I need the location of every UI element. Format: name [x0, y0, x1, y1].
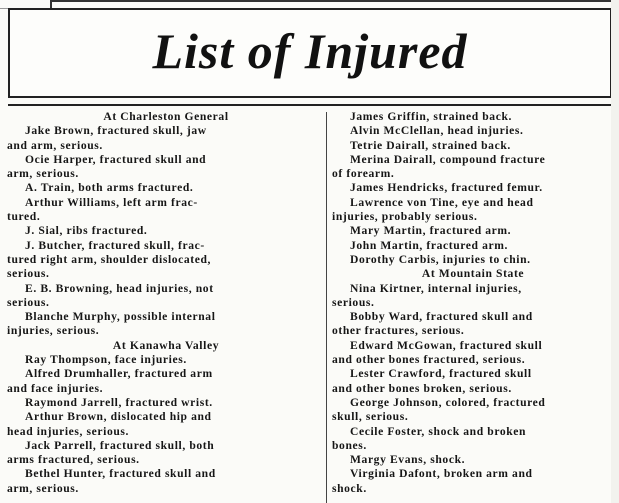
text-line: Ray Thompson, face injuries.	[25, 353, 187, 367]
text-line: Arthur Brown, dislocated hip and	[25, 410, 212, 424]
text-line: and other bones broken, serious.	[332, 381, 512, 395]
text-line: Alfred Drumhaller, fractured arm	[25, 367, 213, 381]
text-line: James Griffin, strained back.	[350, 110, 512, 123]
left-column	[7, 110, 325, 496]
text-line: Nina Kirtner, internal injuries,	[350, 281, 522, 295]
text-line: Edward McGowan, fractured skull	[350, 338, 543, 352]
text-line: and face injuries.	[7, 381, 104, 395]
text-line: Cecile Foster, shock and broken	[350, 424, 527, 438]
text-line: J. Sial, ribs fractured.	[25, 224, 148, 238]
column-divider	[326, 112, 327, 503]
text-line: A. Train, both arms fractured.	[25, 181, 194, 195]
text-line: E. B. Browning, head injuries, not	[25, 281, 214, 295]
right-edge	[611, 0, 619, 503]
text-line: Raymond Jarrell, fractured wrist.	[25, 395, 213, 409]
text-line: Jake Brown, fractured skull, jaw	[25, 124, 207, 138]
section-heading: At Kanawha Valley	[112, 338, 220, 352]
text-line: Tetrie Dairall, strained back.	[350, 138, 511, 152]
page-title: List of Injured	[152, 23, 468, 79]
text-line: skull, serious.	[332, 410, 409, 424]
section-heading: At Mountain State	[421, 267, 525, 281]
text-line: John Martin, fractured arm.	[350, 238, 508, 252]
text-line: serious.	[332, 295, 375, 309]
text-line: arm, serious.	[7, 167, 79, 181]
text-line: serious.	[7, 267, 50, 281]
text-line: J. Butcher, fractured skull, frac-	[25, 238, 205, 252]
text-line: Ocie Harper, fractured skull and	[25, 152, 207, 166]
text-line: of forearm.	[332, 167, 395, 181]
text-line: George Johnson, colored, fractured	[350, 395, 546, 409]
text-line: Bobby Ward, fractured skull and	[350, 310, 533, 324]
text-line: injuries, serious.	[7, 324, 100, 338]
section-heading: At Charleston General	[103, 110, 229, 123]
headline-rule	[8, 104, 612, 106]
right-column	[332, 110, 614, 496]
text-line: Margy Evans, shock.	[350, 453, 466, 467]
text-line: other fractures, serious.	[332, 324, 465, 338]
text-line: shock.	[332, 481, 367, 495]
text-line: Mary Martin, fractured arm.	[350, 224, 512, 238]
text-line: serious.	[7, 295, 50, 309]
text-line: Lawrence von Tine, eye and head	[350, 195, 534, 209]
text-line: and arm, serious.	[7, 138, 103, 152]
text-line: James Hendricks, fractured femur.	[350, 181, 543, 195]
top-rule	[50, 0, 619, 2]
text-line: arm, serious.	[7, 481, 79, 495]
text-line: tured right arm, shoulder dislocated,	[7, 252, 212, 266]
text-line: Lester Crawford, fractured skull	[350, 367, 532, 381]
text-line: Virginia Dafont, broken arm and	[350, 467, 533, 481]
text-line: and other bones fractured, serious.	[332, 353, 526, 367]
text-line: tured.	[7, 210, 41, 224]
text-line: Jack Parrell, fractured skull, both	[25, 438, 215, 452]
text-line: Arthur Williams, left arm frac-	[25, 195, 198, 209]
text-line: Blanche Murphy, possible internal	[25, 310, 216, 324]
text-line: head injuries, serious.	[7, 424, 130, 438]
text-line: arms fractured, serious.	[7, 453, 140, 467]
text-line: bones.	[332, 438, 367, 452]
text-line: injuries, probably serious.	[332, 210, 478, 224]
text-line: Alvin McClellan, head injuries.	[350, 124, 524, 138]
text-line: Dorothy Carbis, injuries to chin.	[350, 252, 531, 266]
headline-box	[8, 8, 612, 98]
text-line: Merina Dairall, compound fracture	[350, 152, 546, 166]
text-line: Bethel Hunter, fractured skull and	[25, 467, 216, 481]
